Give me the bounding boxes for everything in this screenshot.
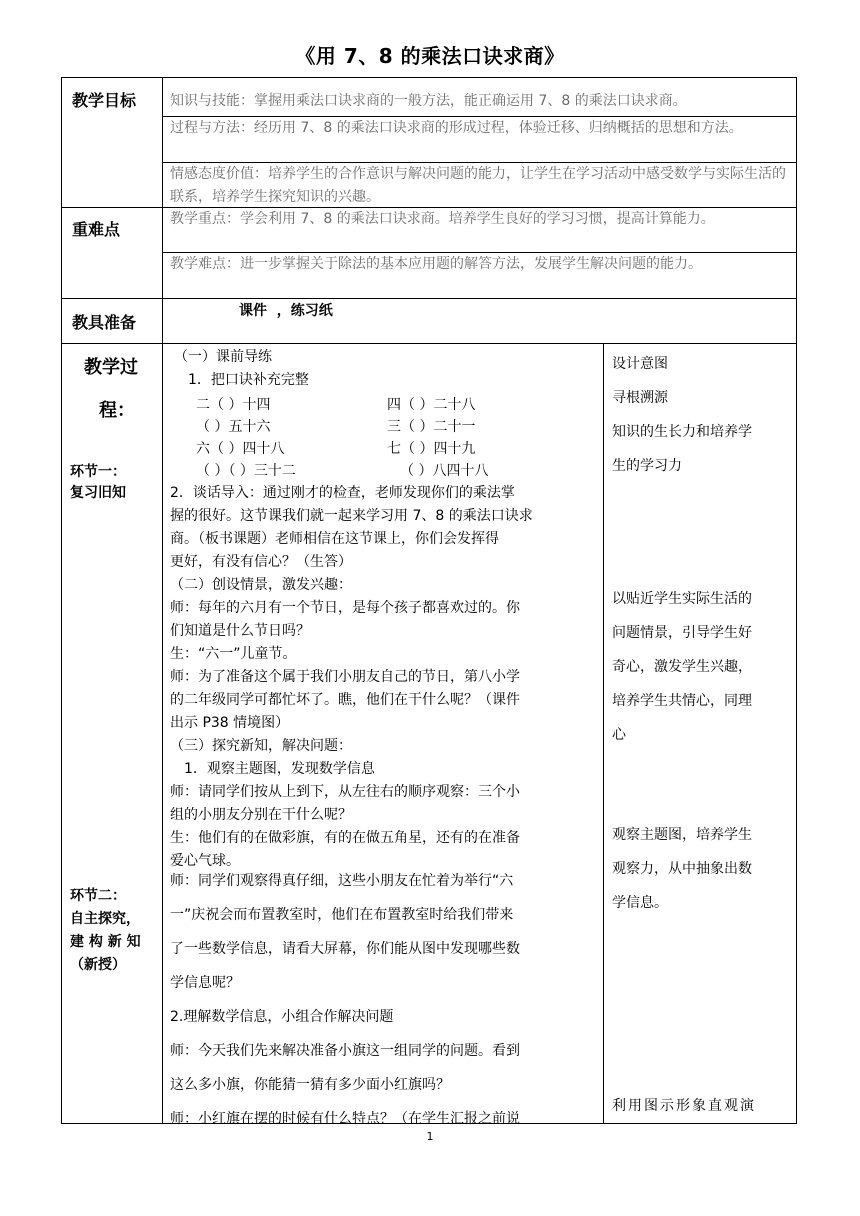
text-line: 一”庆祝会而布置教室时，他们在布置教室时给我们带来 — [170, 907, 514, 923]
materials-label: 教具准备 — [72, 313, 137, 332]
note-line: 寻根溯源 — [612, 390, 668, 406]
note-line: 观察主题图，培养学生 — [612, 827, 752, 843]
stage2-name: 自主探究， — [70, 911, 140, 927]
design-notes-1 — [612, 347, 794, 483]
fill-blank: 三（ ）二十一 — [387, 419, 476, 435]
keypoint-difficulty: 教学难点：进一步掌握关于除法的基本应用题的解答方法，发展学生解决问题的能力。 — [170, 256, 702, 272]
fill-blank: 四（ ）二十八 — [387, 397, 476, 413]
text-line: 师：每年的六月有一个节日，是每个孩子都喜欢过的。你 — [170, 600, 520, 616]
materials-text: 课件 ，练习纸 — [239, 303, 333, 319]
fill-blank: （ ）（ ）三十二 — [196, 463, 296, 479]
fill-blank: （ ）五十六 — [196, 419, 271, 435]
fill-blank: 七（ ）四十九 — [387, 441, 476, 457]
stage1-title: 环节一： — [70, 464, 126, 480]
text-line: 爱心气球。 — [170, 853, 240, 869]
text-line: 生：他们有的在做彩旗，有的在做五角星，还有的在准备 — [170, 830, 520, 846]
objective-attitude: 情感态度价值：培养学生的合作意识与解决问题的能力，让学生在学习活动中感受数学与实际生活的联系，培养学生探究知识的兴趣。 — [170, 166, 786, 205]
design-notes-3 — [612, 818, 794, 920]
text-line: 1．观察主题图，发现数学信息 — [184, 761, 375, 777]
section2-heading: （二）创设情景，激发兴趣： — [170, 577, 352, 593]
keypoint-focus: 教学重点：学会利用 7、8 的乘法口诀求商。培养学生良好的学习习惯，提高计算能力。 — [170, 211, 715, 227]
process-label-line2: 程： — [99, 400, 135, 421]
text-line: 2.理解数学信息，小组合作解决问题 — [170, 1009, 394, 1025]
note-line: 奇心，激发学生兴趣， — [612, 659, 752, 675]
fill-blank: 六（ ）四十八 — [196, 441, 285, 457]
text-line: 们知道是什么节日吗？ — [170, 623, 310, 639]
intro-paragraph — [170, 482, 602, 873]
note-line: 观察力，从中抽象出数 — [612, 861, 752, 877]
note-line: 培养学生共情心，同理 — [612, 693, 752, 709]
text-line: 2．谈话导入：通过刚才的检查，老师发现你们的乘法掌 — [170, 485, 515, 501]
objective-process: 过程与方法：经历用 7、8 的乘法口诀求商的形成过程，体验迁移、归纳概括的思想和方法。 — [170, 120, 743, 136]
keypoints-label: 重难点 — [72, 220, 121, 239]
text-line: 生：“六一”儿童节。 — [170, 646, 297, 662]
note-line: 心 — [612, 727, 626, 743]
section1-heading: （一）课前导练 — [174, 349, 272, 365]
text-line: 商。（板书课题）老师相信在这节课上，你们会发挥得 — [170, 531, 499, 547]
text-line: 组的小朋友分别在干什么呢？ — [170, 807, 352, 823]
discussion-paragraph — [170, 864, 602, 1136]
note-line: 学信息。 — [612, 895, 668, 911]
page-number: 1 — [426, 1130, 434, 1143]
text-line: 出示 P38 情境图） — [170, 715, 290, 731]
text-line: 了一些数学信息，请看大屏幕，你们能从图中发现哪些数 — [170, 941, 520, 957]
objectives-label: 教学目标 — [72, 91, 137, 110]
stage2-note: （新授） — [70, 957, 126, 973]
stage2-subtitle: 建 构 新 知 — [70, 934, 141, 950]
stage1-name: 复习旧知 — [70, 485, 126, 501]
section1-item1: 1．把口诀补充完整 — [188, 372, 309, 388]
text-line: 师：同学们观察得真仔细，这些小朋友在忙着为举行“六 — [170, 873, 514, 889]
text-line: 学信息呢？ — [170, 975, 240, 991]
note-line: 知识的生长力和培养学 — [612, 424, 752, 440]
text-line: 师：为了准备这个属于我们小朋友自己的节日，第八小学 — [170, 669, 520, 685]
section3-heading: （三）探究新知，解决问题： — [170, 738, 352, 754]
stage2-title: 环节二： — [70, 888, 126, 904]
text-line: 师：今天我们先来解决准备小旗这一组同学的问题。看到 — [170, 1043, 520, 1059]
process-label-line1: 教学过 — [84, 357, 138, 378]
note-line: 设计意图 — [612, 356, 668, 372]
fill-blank: （ ）八四十八 — [400, 463, 489, 479]
text-line: 握的很好。这节课我们就一起来学习用 7、8 的乘法口诀求 — [170, 508, 533, 524]
text-line: 这么多小旗，你能猜一猜有多少面小红旗吗？ — [170, 1077, 450, 1093]
text-line: 师：小红旗在摆的时候有什么特点？（在学生汇报之前说 — [170, 1111, 520, 1127]
design-notes-4 — [612, 1089, 794, 1123]
note-line: 以贴近学生实际生活的 — [612, 591, 752, 607]
design-notes-2 — [612, 582, 794, 752]
note-line: 问题情景，引导学生好 — [612, 625, 752, 641]
text-line: 的二年级同学可都忙坏了。瞧，他们在干什么呢？（课件 — [170, 692, 520, 708]
note-line: 利用图示形象直观演 — [612, 1098, 756, 1114]
text-line: 师：请同学们按从上到下，从左往右的顺序观察：三个小 — [170, 784, 520, 800]
fill-blank: 二（ ）十四 — [196, 397, 271, 413]
note-line: 生的学习力 — [612, 458, 682, 474]
text-line: 更好，有没有信心？（生答） — [170, 554, 352, 570]
objective-knowledge: 知识与技能：掌握用乘法口诀求商的一般方法，能正确运用 7、8 的乘法口诀求商。 — [170, 93, 687, 109]
document-title: 《用 7、8 的乘法口诀求商》 — [295, 44, 565, 68]
